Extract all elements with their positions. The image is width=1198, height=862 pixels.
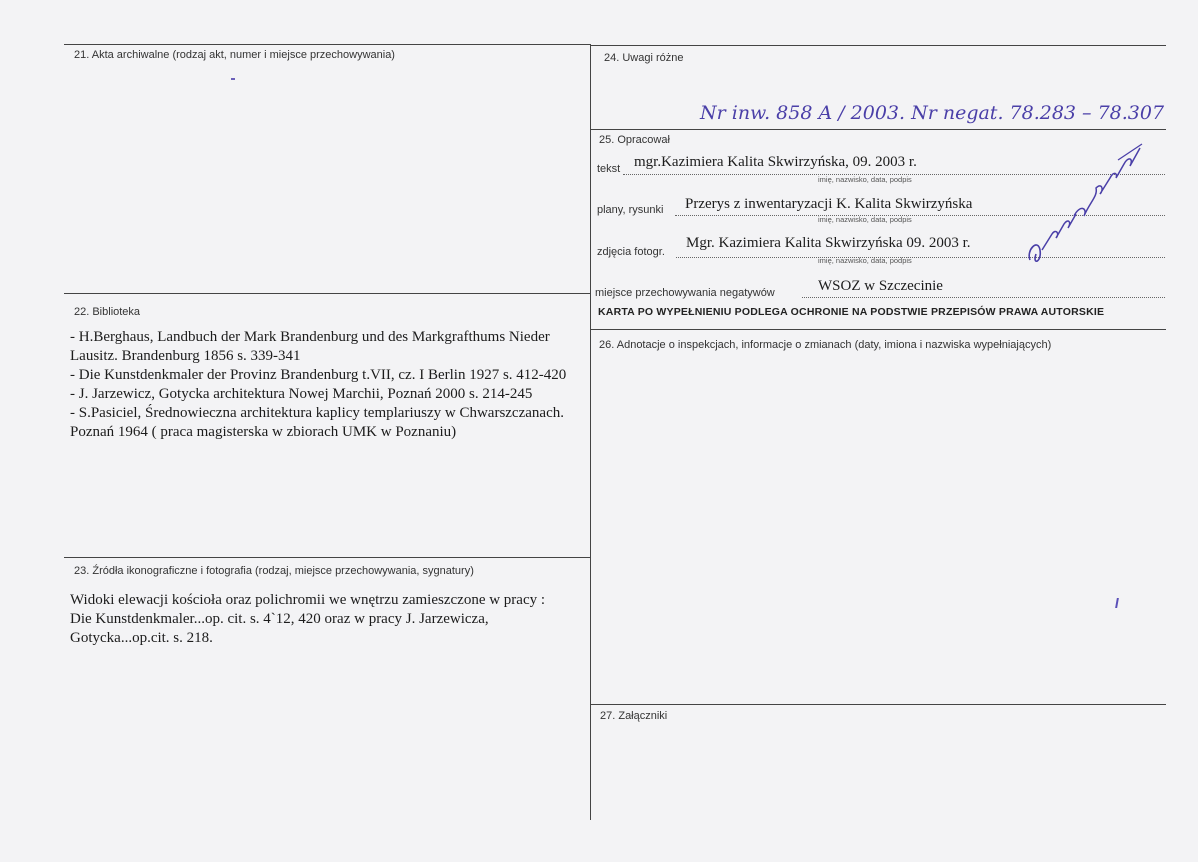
- bibliography-entry: - J. Jarzewicz, Gotycka architektura Nowej Marchii, Poznań 2000 s. 214-245: [70, 386, 533, 402]
- zdjecia-value: Mgr. Kazimiera Kalita Skwirzyńska 09. 2003 r.: [686, 235, 971, 251]
- rule-after-24: [591, 129, 1166, 130]
- section-27-label: 27. Załączniki: [600, 710, 668, 722]
- negatywy-line: [802, 297, 1165, 298]
- plany-label: plany, rysunki: [597, 204, 664, 216]
- section-21-label: 21. Akta archiwalne (rodzaj akt, numer i miejsce przechowywania): [74, 49, 395, 61]
- bibliography-entry: - S.Pasiciel, Średnowieczna architektura kaplicy templariuszy w Chwarszczanach. Poznań 1964 ( praca magisterska w zbiorach UMK w Poznaniu): [70, 405, 564, 440]
- zdjecia-label: zdjęcia fotogr.: [597, 246, 665, 258]
- inventory-number-handwritten: Nr inw. 858 A / 2003. Nr negat. 78.283 – 78.307: [700, 102, 1165, 124]
- iconographic-sources-text: Widoki elewacji kościoła oraz polichromii we wnętrzu zamieszczone w pracy : Die Kunstdenkmaler...op. cit. s. 4`12, 420 oraz w pracy J. Jarzewicza, Gotycka...op.cit. s. 218.: [70, 592, 546, 646]
- rule-after-22: [64, 557, 591, 558]
- handwritten-signature-icon: [1018, 138, 1148, 270]
- bibliography-list: [70, 328, 570, 442]
- section-23-label: 23. Źródła ikonograficzne i fotografia (rodzaj, miejsce przechowywania, sygnatury): [74, 565, 474, 577]
- rule-after-26: [591, 704, 1166, 705]
- section-22-label: 22. Biblioteka: [74, 306, 141, 318]
- copyright-notice: KARTA PO WYPEŁNIENIU PODLEGA OCHRONIE NA PODSTWIE PRZEPISÓW PRAWA AUTORSKIE: [598, 306, 1105, 318]
- negatywy-label: miejsce przechowywania negatywów: [595, 287, 775, 299]
- top-rule-right: [591, 45, 1166, 46]
- tekst-label: tekst: [597, 163, 621, 175]
- ink-mark: [231, 78, 235, 80]
- ink-mark: [1109, 598, 1119, 608]
- zdjecia-caption: imię, nazwisko, data, podpis: [818, 256, 912, 265]
- plany-caption: imię, nazwisko, data, podpis: [818, 215, 912, 224]
- section-24-label: 24. Uwagi różne: [604, 52, 684, 64]
- bibliography-entry: - H.Berghaus, Landbuch der Mark Brandenburg und des Markgrafthums Nieder Lausitz. Brandenburg 1856 s. 339-341: [70, 329, 550, 364]
- section-26-label: 26. Adnotacje o inspekcjach, informacje o zmianach (daty, imiona i nazwiska wypełniających): [599, 339, 1052, 351]
- rule-after-25: [591, 329, 1166, 330]
- section-25-label: 25. Opracował: [599, 134, 670, 146]
- tekst-value: mgr.Kazimiera Kalita Skwirzyńska, 09. 2003 r.: [634, 154, 917, 170]
- bibliography-entry: - Die Kunstdenkmaler der Provinz Brandenburg t.VII, cz. I Berlin 1927 s. 412-420: [70, 367, 567, 383]
- rule-after-21: [64, 293, 591, 294]
- negatywy-value: WSOZ w Szczecinie: [818, 278, 943, 294]
- plany-value: Przerys z inwentaryzacji K. Kalita Skwirzyńska: [685, 196, 973, 212]
- tekst-caption: imię, nazwisko, data, podpis: [818, 175, 912, 184]
- top-rule-left: [64, 44, 591, 45]
